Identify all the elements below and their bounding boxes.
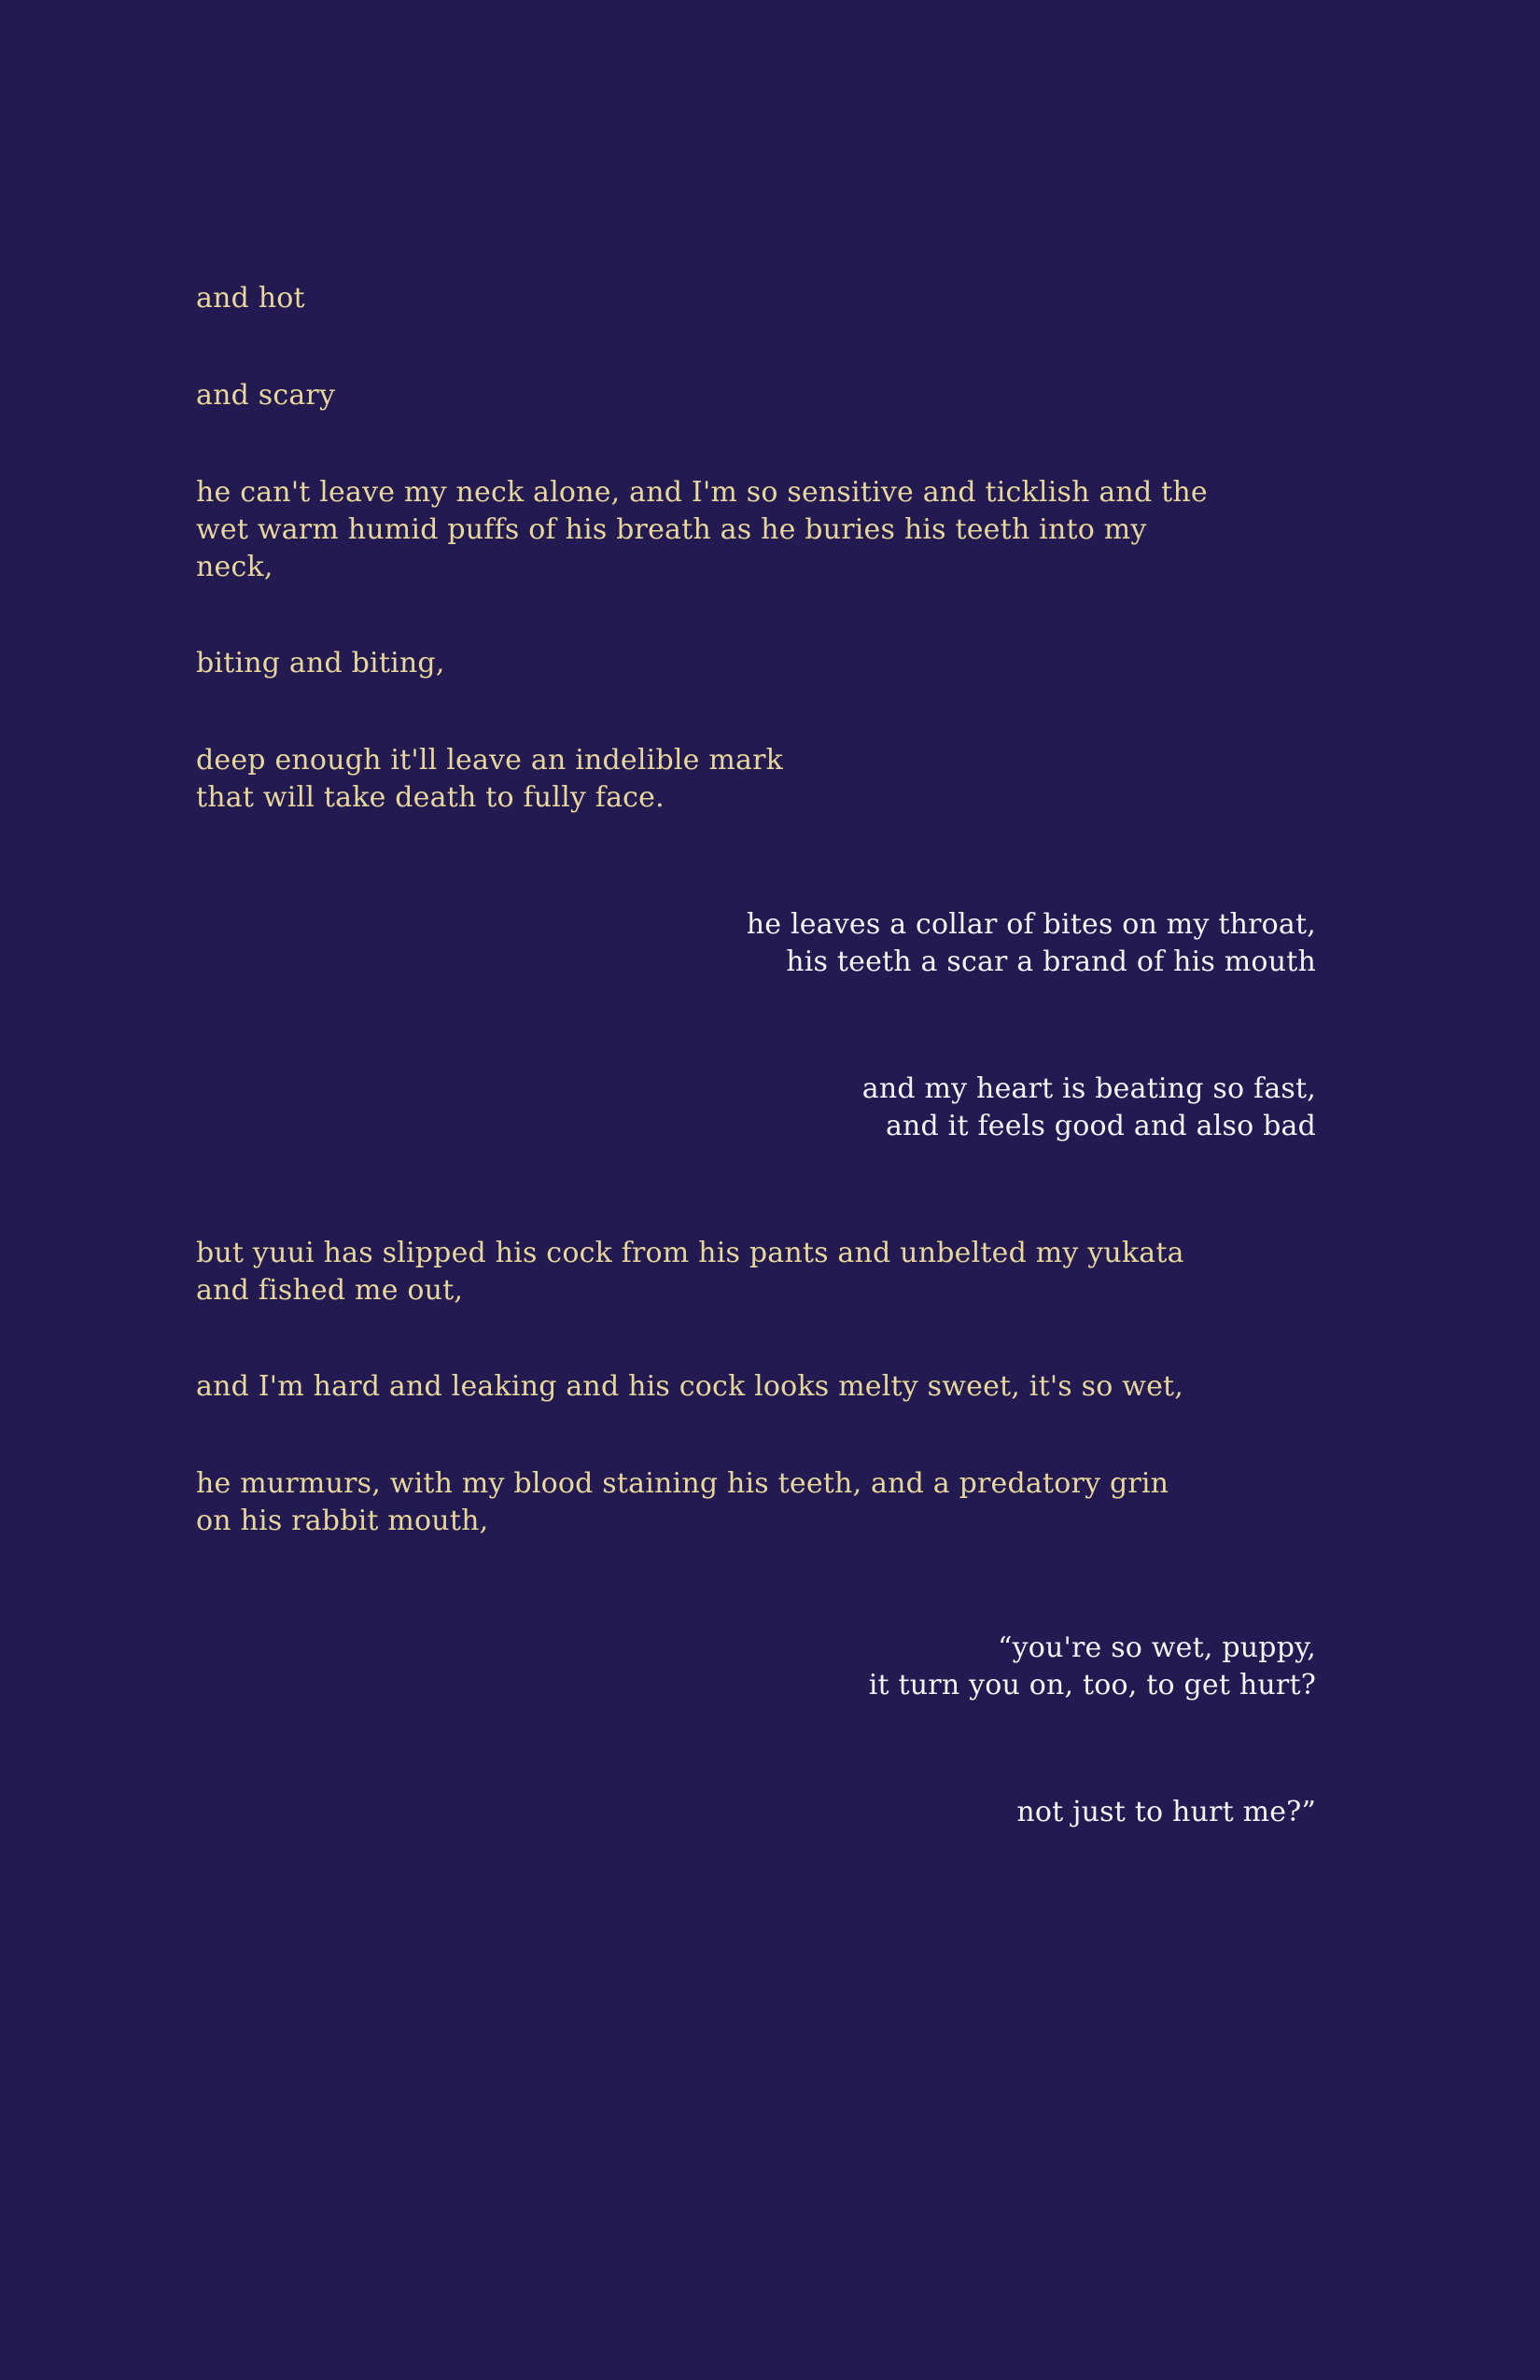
stanza-10 (196, 1465, 1353, 1540)
poem-line: and fished me out, (196, 1273, 464, 1307)
poem-line: “you're so wet, puppy, (998, 1631, 1316, 1665)
poem-line: and I'm hard and leaking and his cock looks melty sweet, it's so wet, (196, 1370, 1184, 1404)
poem-line: it turn you on, too, to get hurt? (868, 1669, 1316, 1702)
stanza-7 (196, 1071, 1353, 1145)
poem-line: and my heart is beating so fast, (861, 1071, 1316, 1105)
stanza-2 (196, 377, 1353, 414)
poem-line: and scary (196, 378, 336, 412)
stanza-9 (196, 1368, 1353, 1406)
poem-line: wet warm humid puffs of his breath as he buries his teeth into my (196, 512, 1147, 546)
poem-line: he leaves a collar of bites on my throat, (746, 908, 1316, 942)
stanza-11 (196, 1630, 1353, 1704)
stanza-6 (196, 906, 1353, 981)
poem-line: his teeth a scar a brand of his mouth (786, 945, 1316, 979)
poem-line: and it feels good and also bad (885, 1109, 1316, 1142)
stanza-1 (196, 280, 1353, 317)
poem-line: on his rabbit mouth, (196, 1505, 489, 1538)
poem-line: and hot (196, 282, 305, 315)
poem-line: not just to hurt me?” (1016, 1795, 1316, 1828)
stanza-5 (196, 742, 1353, 817)
poem-line: deep enough it'll leave an indelible mark (196, 744, 784, 777)
poem-line: biting and biting, (196, 647, 445, 680)
stanza-4 (196, 645, 1353, 682)
stanza-12 (196, 1794, 1353, 1831)
poem-line: that will take death to fully face. (196, 781, 665, 815)
poem-line: neck, (196, 550, 273, 583)
stanza-8 (196, 1235, 1353, 1309)
stanza-3 (196, 474, 1353, 586)
poem-line: he can't leave my neck alone, and I'm so sensitive and ticklish and the (196, 475, 1208, 509)
poem-line: he murmurs, with my blood staining his teeth, and a predatory grin (196, 1467, 1169, 1501)
poem-line: but yuui has slipped his cock from his pants and unbelted my yukata (196, 1236, 1184, 1269)
